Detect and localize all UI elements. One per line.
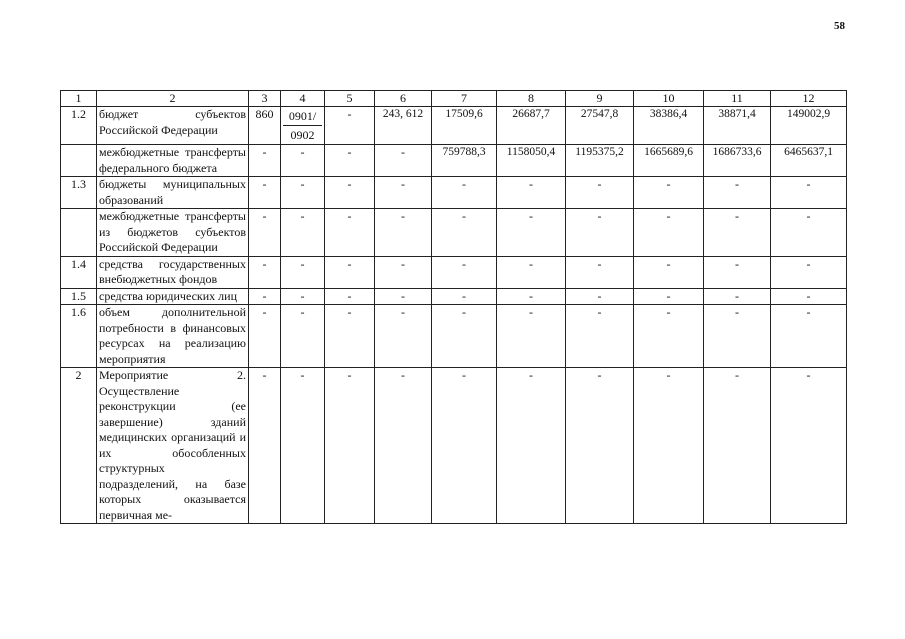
cell-value: - — [432, 209, 497, 257]
cell-value: - — [281, 256, 325, 288]
budget-table — [60, 90, 847, 524]
cell-value: - — [281, 145, 325, 177]
cell-value: - — [566, 209, 634, 257]
cell-value: 17509,6 — [432, 107, 497, 145]
header-cell: 9 — [566, 91, 634, 107]
cell-value: 38386,4 — [634, 107, 704, 145]
header-cell: 8 — [497, 91, 566, 107]
measure-text: Осуществление реконструкции (ее завершение) зданий медицинских организаций и их обособленных структурных подразделений, на базе которых оказывается первичная ме- — [99, 383, 246, 522]
cell-value: - — [566, 288, 634, 305]
cell-value: 6465637,1 — [771, 145, 847, 177]
row-description — [97, 368, 249, 524]
cell-value: - — [704, 368, 771, 524]
cell-value: - — [325, 209, 375, 257]
cell-value: 0902 — [283, 125, 322, 144]
row-description: средства государственных внебюджетных фондов — [97, 256, 249, 288]
cell-value: - — [375, 145, 432, 177]
cell-value: 759788,3 — [432, 145, 497, 177]
cell-value: - — [375, 256, 432, 288]
cell-value: - — [249, 209, 281, 257]
cell-value: 38871,4 — [704, 107, 771, 145]
cell-value: - — [771, 209, 847, 257]
header-cell: 11 — [704, 91, 771, 107]
row-number: 1.6 — [61, 305, 97, 368]
cell-value: - — [249, 145, 281, 177]
header-cell: 2 — [97, 91, 249, 107]
cell-value: - — [771, 256, 847, 288]
cell-value: - — [432, 256, 497, 288]
cell-value: 860 — [249, 107, 281, 145]
row-number: 2 — [61, 368, 97, 524]
cell-value: - — [325, 256, 375, 288]
cell-value: - — [497, 368, 566, 524]
cell-value: - — [375, 209, 432, 257]
cell-value: 0901/ — [288, 109, 317, 123]
header-cell: 4 — [281, 91, 325, 107]
header-row — [61, 91, 847, 107]
cell-value: - — [704, 288, 771, 305]
cell-value: - — [704, 256, 771, 288]
cell-value: - — [704, 177, 771, 209]
cell-value: - — [375, 368, 432, 524]
cell-value: - — [325, 288, 375, 305]
cell-value: - — [771, 368, 847, 524]
cell-value: - — [432, 288, 497, 305]
cell-value: - — [432, 305, 497, 368]
cell-value: 26687,7 — [497, 107, 566, 145]
cell-value: - — [325, 107, 375, 145]
table-row — [61, 177, 847, 209]
cell-value: - — [634, 209, 704, 257]
row-number: 1.2 — [61, 107, 97, 145]
cell-value: - — [281, 288, 325, 305]
cell-value: 1195375,2 — [566, 145, 634, 177]
cell-value: - — [375, 305, 432, 368]
row-description: межбюджетные трансферты федерального бюджета — [97, 145, 249, 177]
cell-value: - — [566, 368, 634, 524]
cell-value: - — [249, 288, 281, 305]
header-cell: 6 — [375, 91, 432, 107]
cell-value: - — [634, 288, 704, 305]
cell-value: 1158050,4 — [497, 145, 566, 177]
row-description: объем дополнительной потребности в финансовых ресурсах на реализацию мероприятия — [97, 305, 249, 368]
table-row — [61, 288, 847, 305]
table-row — [61, 256, 847, 288]
cell-value: - — [634, 305, 704, 368]
cell-value: - — [704, 305, 771, 368]
row-description: бюджеты муниципальных образований — [97, 177, 249, 209]
header-cell: 1 — [61, 91, 97, 107]
cell-value: - — [281, 305, 325, 368]
cell-value: 1686733,6 — [704, 145, 771, 177]
cell-value: - — [566, 305, 634, 368]
cell-value: - — [771, 305, 847, 368]
row-number — [61, 209, 97, 257]
cell-value: - — [634, 256, 704, 288]
table-row — [61, 145, 847, 177]
cell-value: - — [325, 177, 375, 209]
cell-value: - — [375, 288, 432, 305]
row-description: бюджет субъектов Российской Федерации — [97, 107, 249, 145]
row-number: 1.5 — [61, 288, 97, 305]
cell-value: - — [325, 305, 375, 368]
header-cell: 10 — [634, 91, 704, 107]
measure-title: Мероприятие 2. — [99, 368, 246, 382]
page-number: 58 — [834, 20, 845, 32]
cell-value: 27547,8 — [566, 107, 634, 145]
cell-value: - — [771, 177, 847, 209]
cell-value: - — [566, 256, 634, 288]
cell-value: - — [281, 368, 325, 524]
cell-value: - — [249, 177, 281, 209]
cell-value: - — [497, 256, 566, 288]
cell-value: - — [325, 368, 375, 524]
cell-value: - — [375, 177, 432, 209]
cell-value: - — [497, 177, 566, 209]
header-cell: 5 — [325, 91, 375, 107]
cell-value: 243, 612 — [375, 107, 432, 145]
row-number: 1.3 — [61, 177, 97, 209]
cell-value: - — [497, 305, 566, 368]
cell-value: - — [704, 209, 771, 257]
cell-value: - — [634, 368, 704, 524]
cell-value: - — [281, 177, 325, 209]
cell-value: - — [325, 145, 375, 177]
table-row — [61, 209, 847, 257]
table-row — [61, 368, 847, 524]
table-row — [61, 107, 847, 145]
cell-value: - — [497, 288, 566, 305]
cell-split — [281, 107, 325, 145]
cell-value: - — [249, 256, 281, 288]
cell-value: - — [249, 368, 281, 524]
row-description: средства юридических лиц — [97, 288, 249, 305]
row-number — [61, 145, 97, 177]
table-row — [61, 305, 847, 368]
cell-value: - — [432, 177, 497, 209]
header-cell: 7 — [432, 91, 497, 107]
cell-value: 149002,9 — [771, 107, 847, 145]
row-description: межбюджетные трансферты из бюджетов субъектов Российской Федерации — [97, 209, 249, 257]
cell-value: - — [566, 177, 634, 209]
cell-value: - — [281, 209, 325, 257]
cell-value: - — [497, 209, 566, 257]
header-cell: 3 — [249, 91, 281, 107]
cell-value: - — [634, 177, 704, 209]
cell-value: - — [249, 305, 281, 368]
row-number: 1.4 — [61, 256, 97, 288]
cell-value: - — [771, 288, 847, 305]
cell-value: 1665689,6 — [634, 145, 704, 177]
header-cell: 12 — [771, 91, 847, 107]
cell-value: - — [432, 368, 497, 524]
